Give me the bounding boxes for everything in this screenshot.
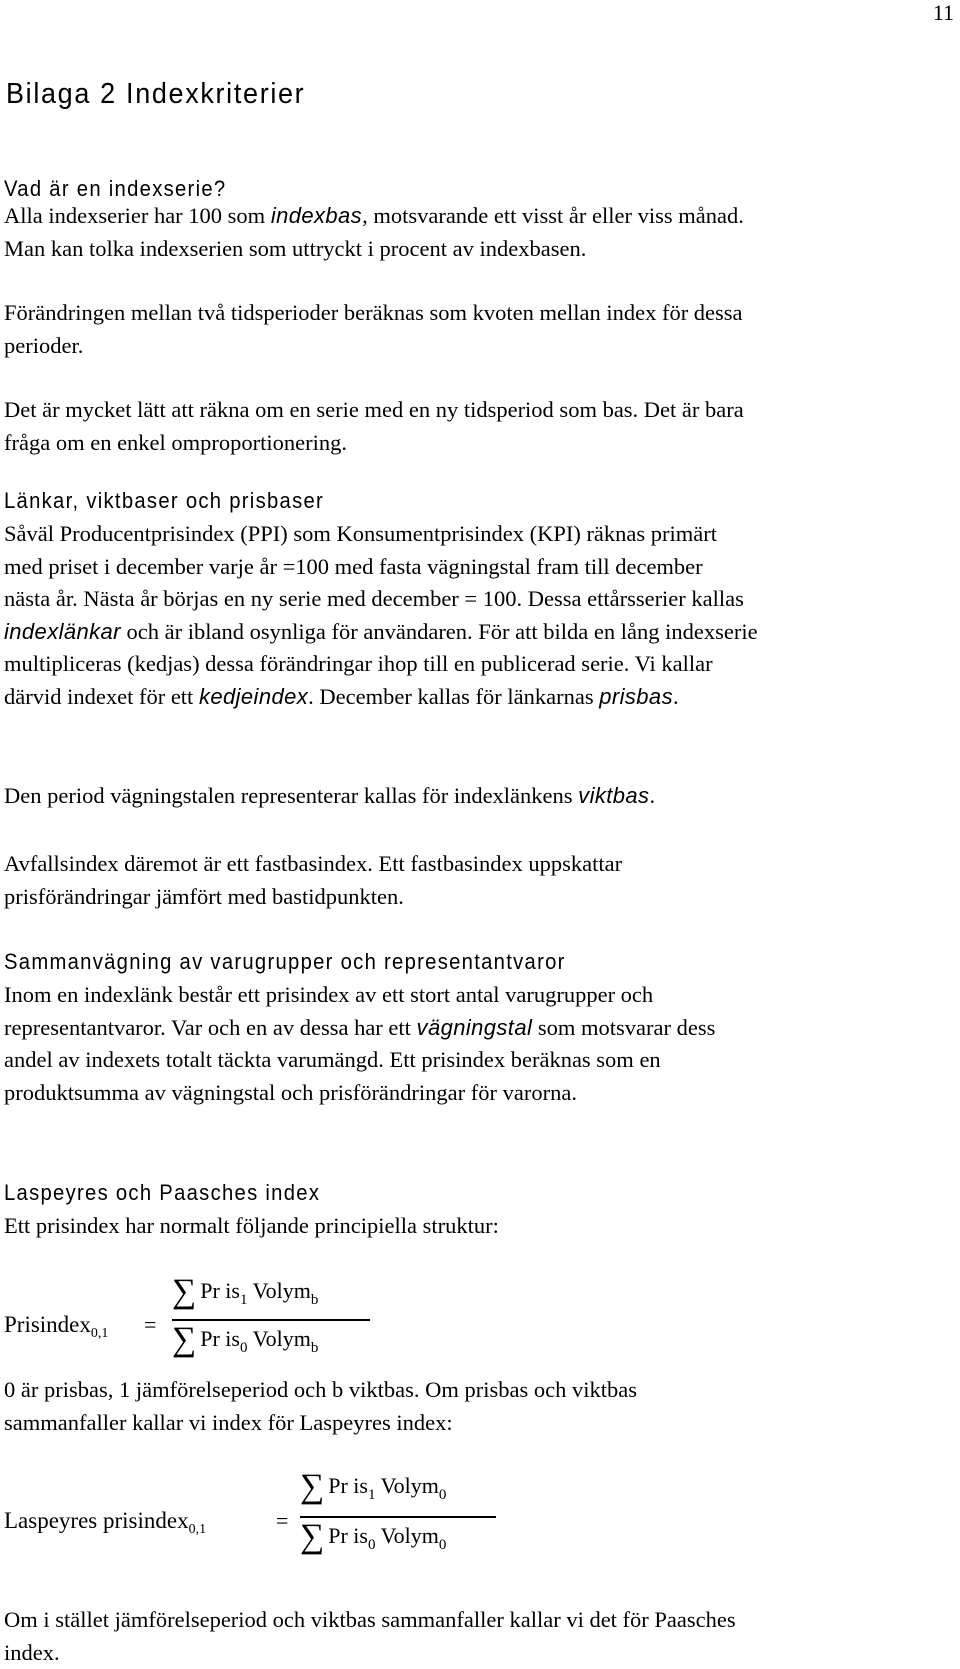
text-line: Såväl Producentprisindex (PPI) som Konsumentprisindex (KPI) räknas primärt xyxy=(4,518,956,551)
text: . xyxy=(673,684,679,709)
equals-sign: = xyxy=(276,1508,288,1534)
text-line: perioder. xyxy=(4,330,956,363)
fraction-bar xyxy=(300,1516,496,1518)
text: Alla indexserier har 100 som xyxy=(4,203,271,228)
keyword-kedjeindex: kedjeindex xyxy=(199,684,308,709)
volym-subscript: b xyxy=(311,1340,319,1356)
text-line xyxy=(4,200,956,233)
text-line xyxy=(4,1012,956,1045)
paragraph-weighting xyxy=(4,979,956,1109)
pris-subscript: 1 xyxy=(240,1292,248,1308)
pris-subscript: 1 xyxy=(368,1487,376,1503)
paragraph-links-1 xyxy=(4,518,956,713)
equals-sign: = xyxy=(144,1312,156,1338)
volym-subscript: 0 xyxy=(439,1537,447,1553)
paragraph-links-3 xyxy=(4,848,956,913)
text-line: Om i stället jämförelseperiod och viktbas sammanfaller kallar vi det för Paasches xyxy=(4,1604,956,1637)
formula-label xyxy=(4,1508,206,1538)
keyword-vagningstal: vägningstal xyxy=(417,1015,533,1040)
volym-text: Volym xyxy=(381,1473,439,1498)
paragraph-links-2 xyxy=(4,780,956,813)
label-text: Laspeyres prisindex xyxy=(4,1508,189,1533)
text-line xyxy=(4,616,956,649)
volym-text: Volym xyxy=(253,1326,311,1351)
text: Den period vägningstalen representerar kallas för indexlänkens xyxy=(4,783,578,808)
section-title-laspeyres: Laspeyres och Paasches index xyxy=(4,1180,320,1206)
numerator xyxy=(300,1470,446,1504)
text-line xyxy=(4,681,956,714)
sum-icon: ∑ xyxy=(300,1468,324,1505)
section-title-weighting: Sammanvägning av varugrupper och representantvaror xyxy=(4,949,566,975)
volym-subscript: b xyxy=(311,1292,319,1308)
keyword-indexlankar: indexlänkar xyxy=(4,619,121,644)
sum-icon: ∑ xyxy=(172,1321,196,1358)
text-line: multipliceras (kedjas) dessa förändringar ihop till en publicerad serie. Vi kallar xyxy=(4,648,956,681)
paragraph-what-1 xyxy=(4,200,956,265)
numerator xyxy=(172,1275,318,1309)
label-text: Prisindex xyxy=(4,1312,91,1337)
pris-text: Pr is xyxy=(328,1523,368,1548)
text-line: andel av indexets totalt täckta varumängd. Ett prisindex beräknas som en xyxy=(4,1044,956,1077)
text-line: nästa år. Nästa år börjas en ny serie med december = 100. Dessa ettårsserier kallas xyxy=(4,583,956,616)
formula-label xyxy=(4,1312,108,1342)
paragraph-laspeyres-after xyxy=(4,1374,956,1439)
text: och är ibland osynliga för användaren. För att bilda en lång indexserie xyxy=(121,619,758,644)
pris-text: Pr is xyxy=(200,1278,240,1303)
paragraph-laspeyres-intro: Ett prisindex har normalt följande principiella struktur: xyxy=(4,1210,956,1243)
formula-prisindex xyxy=(4,1275,484,1385)
text: representantvaror. Var och en av dessa har ett xyxy=(4,1015,417,1040)
text-line: med priset i december varje år =100 med fasta vägningstal fram till december xyxy=(4,551,956,584)
text-line: Inom en indexlänk består ett prisindex av ett stort antal varugrupper och xyxy=(4,979,956,1012)
text-line: Avfallsindex däremot är ett fastbasindex. Ett fastbasindex uppskattar xyxy=(4,848,956,881)
text-line: fråga om en enkel omproportionering. xyxy=(4,427,956,460)
volym-text: Volym xyxy=(253,1278,311,1303)
fraction-bar xyxy=(172,1319,370,1321)
page-number: 11 xyxy=(933,0,954,26)
pris-text: Pr is xyxy=(328,1473,368,1498)
text: därvid indexet för ett xyxy=(4,684,199,709)
text-line: 0 är prisbas, 1 jämförelseperiod och b viktbas. Om prisbas och viktbas xyxy=(4,1374,956,1407)
paragraph-paasches xyxy=(4,1604,956,1669)
sum-icon: ∑ xyxy=(300,1518,324,1555)
pris-subscript: 0 xyxy=(240,1340,248,1356)
volym-subscript: 0 xyxy=(439,1487,447,1503)
volym-text: Volym xyxy=(381,1523,439,1548)
text: , motsvarande ett visst år eller viss månad. xyxy=(362,203,744,228)
paragraph-what-2 xyxy=(4,297,956,362)
page-title: Bilaga 2 Indexkriterier xyxy=(6,78,305,111)
text-line: Man kan tolka indexserien som uttryckt i procent av indexbasen. xyxy=(4,233,956,266)
text-line xyxy=(4,780,956,813)
text-line: sammanfaller kallar vi index för Laspeyres index: xyxy=(4,1407,956,1440)
formula-laspeyres xyxy=(4,1470,564,1580)
text-line: prisförändringar jämfört med bastidpunkten. xyxy=(4,881,956,914)
sum-icon: ∑ xyxy=(172,1273,196,1310)
pris-subscript: 0 xyxy=(368,1537,376,1553)
keyword-prisbas: prisbas xyxy=(599,684,673,709)
label-subscript: 0,1 xyxy=(91,1326,109,1341)
paragraph-what-3 xyxy=(4,394,956,459)
text-line: index. xyxy=(4,1637,956,1669)
keyword-viktbas: viktbas xyxy=(578,783,649,808)
label-subscript: 0,1 xyxy=(189,1522,207,1537)
text-line: produktsumma av vägningstal och prisförändringar för varorna. xyxy=(4,1077,956,1110)
denominator xyxy=(300,1520,446,1554)
keyword-indexbas: indexbas xyxy=(271,203,362,228)
text: . xyxy=(649,783,655,808)
text-line: Förändringen mellan två tidsperioder beräknas som kvoten mellan index för dessa xyxy=(4,297,956,330)
section-title-what: Vad är en indexserie? xyxy=(4,176,226,202)
text: . December kallas för länkarnas xyxy=(308,684,599,709)
pris-text: Pr is xyxy=(200,1326,240,1351)
denominator xyxy=(172,1323,318,1357)
section-title-links: Länkar, viktbaser och prisbaser xyxy=(4,488,324,514)
text-line: Det är mycket lätt att räkna om en serie med en ny tidsperiod som bas. Det är bara xyxy=(4,394,956,427)
text: som motsvarar dess xyxy=(532,1015,715,1040)
